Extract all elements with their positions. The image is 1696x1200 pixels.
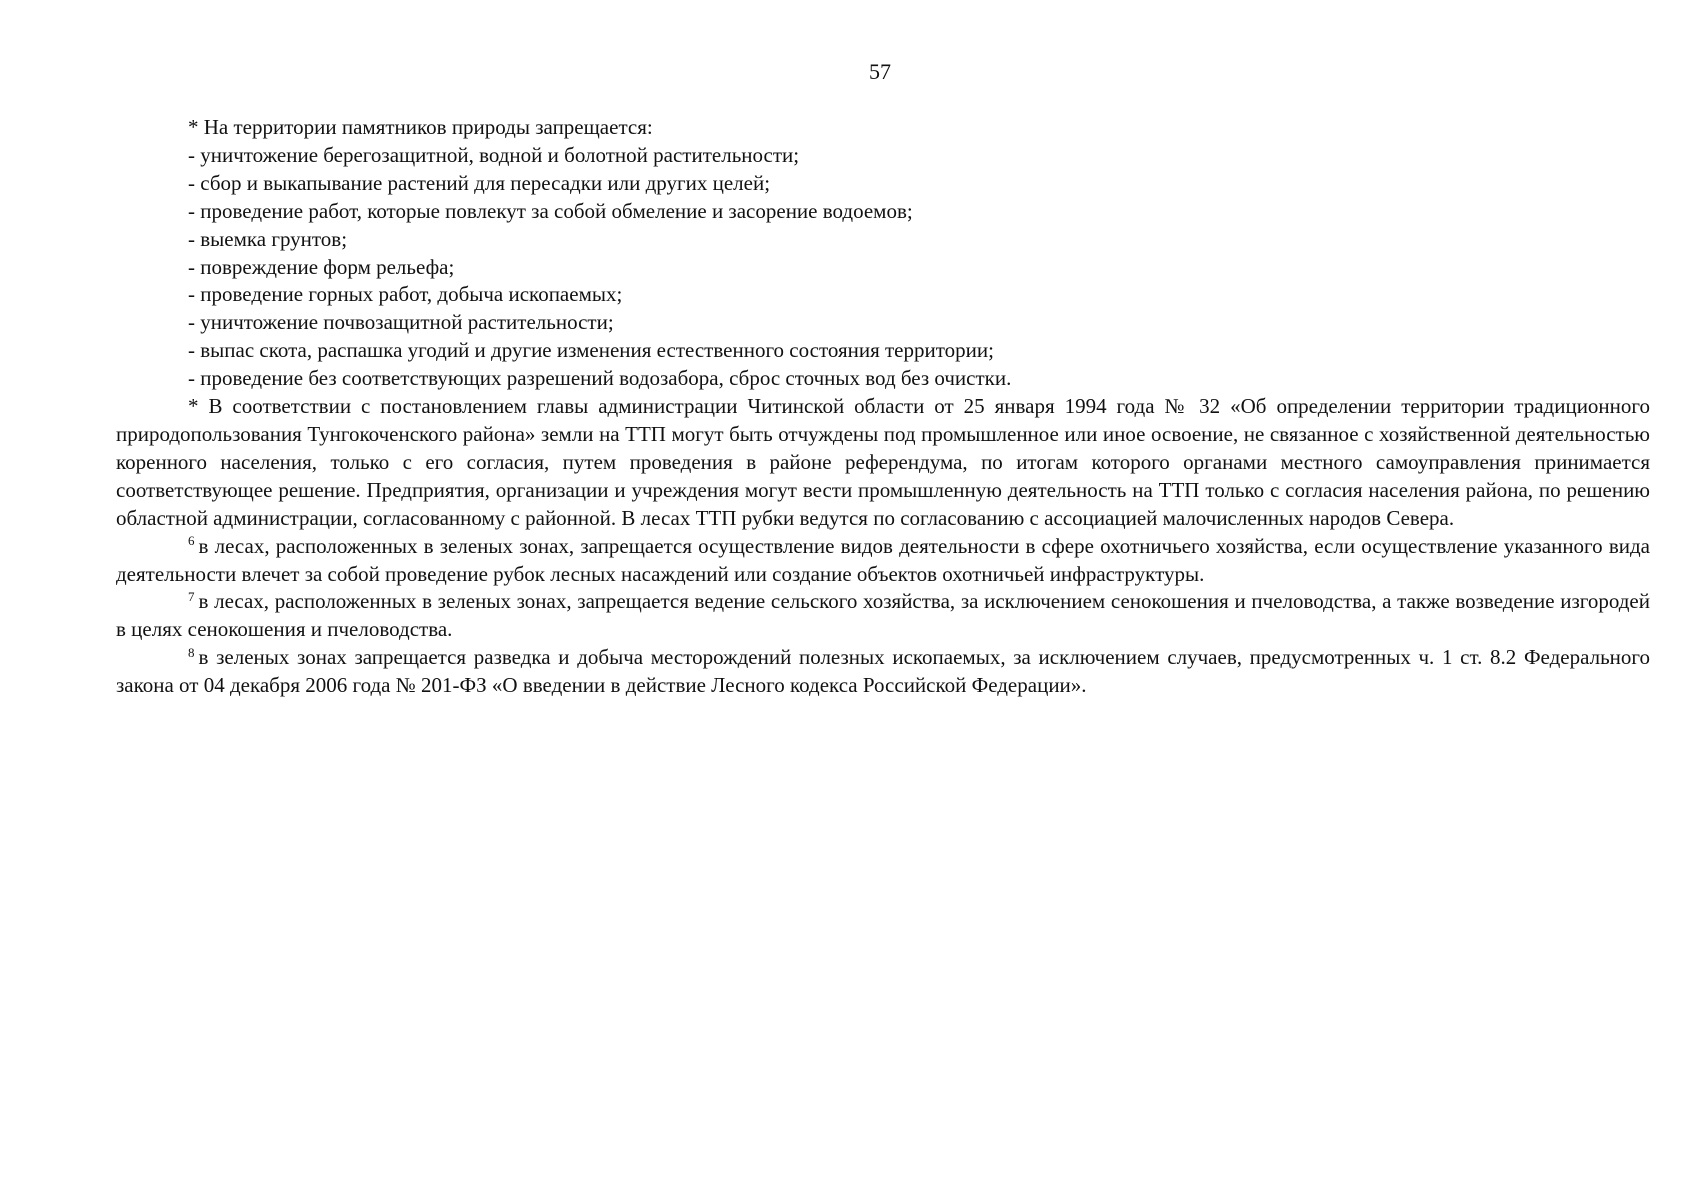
footnote-marker: 6	[188, 533, 195, 549]
paragraph-text: в лесах, расположенных в зеленых зонах, запрещается ведение сельского хозяйства, за исключением сенокошения и пчеловодства, а также возведение изгородей в целях сенокошения и пчеловодства.	[116, 589, 1650, 642]
footnote-marker: 8	[188, 645, 195, 661]
footnote-marker: 7	[188, 589, 195, 605]
page-content	[116, 114, 1650, 700]
paragraph-text: в лесах, расположенных в зеленых зонах, запрещается осуществление видов деятельности в сфере охотничьего хозяйства, если осуществление указанного вида деятельности влечет за собой проведение рубок лесных насаждений или создание объектов охотничьей инфраструктуры.	[116, 533, 1650, 586]
list-item: - выпас скота, распашка угодий и другие изменения естественного состояния территории;	[188, 338, 994, 363]
paragraph-text: * В соответствии с постановлением главы администрации Читинской области от 25 января 1994 года № 32 «Об определении территории традиционного природопользования Тунгокоченского района» земли на ТТП могут быть отчуждены под промышленное или иное освоение, не связанное с хозяйственной деятельностью коренного населения, только с его согласия, путем проведения в районе референдума, по итогам которого органами местного самоуправления принимается соответствующее решение. Предприятия, организации и учреждения могут вести промышленную деятельность на ТТП только с согласия населения района, по решению областной администрации, согласованному с районной. В лесах ТТП рубки ведутся по согласованию с ассоциацией малочисленных народов Севера.	[116, 394, 1650, 530]
footnote-paragraph-7	[116, 588, 1650, 644]
list-item: - повреждение форм рельефа;	[188, 254, 455, 279]
note-paragraph-ttp	[116, 393, 1650, 533]
list-item: - выемка грунтов;	[188, 226, 348, 251]
list-item: - проведение горных работ, добыча ископаемых;	[188, 282, 623, 307]
list-item: - сбор и выкапывание растений для пересадки или других целей;	[188, 170, 771, 195]
list-intro: * На территории памятников природы запрещается:	[188, 115, 653, 139]
page-number: 57	[869, 59, 891, 84]
footnote-paragraph-8	[116, 644, 1650, 700]
list-item: - проведение работ, которые повлекут за собой обмеление и засорение водоемов;	[188, 198, 913, 223]
list-item: - проведение без соответствующих разрешений водозабора, сброс сточных вод без очистки.	[188, 366, 1012, 391]
paragraph-text: в зеленых зонах запрещается разведка и добыча месторождений полезных ископаемых, за исключением случаев, предусмотренных ч. 1 ст. 8.2 Федерального закона от 04 декабря 2006 года № 201-ФЗ «О введении в действие Лесного кодекса Российской Федерации».	[116, 645, 1650, 698]
list-item: - уничтожение берегозащитной, водной и болотной растительности;	[188, 142, 800, 167]
list-item: - уничтожение почвозащитной растительности;	[188, 310, 614, 335]
footnote-paragraph-6	[116, 533, 1650, 589]
